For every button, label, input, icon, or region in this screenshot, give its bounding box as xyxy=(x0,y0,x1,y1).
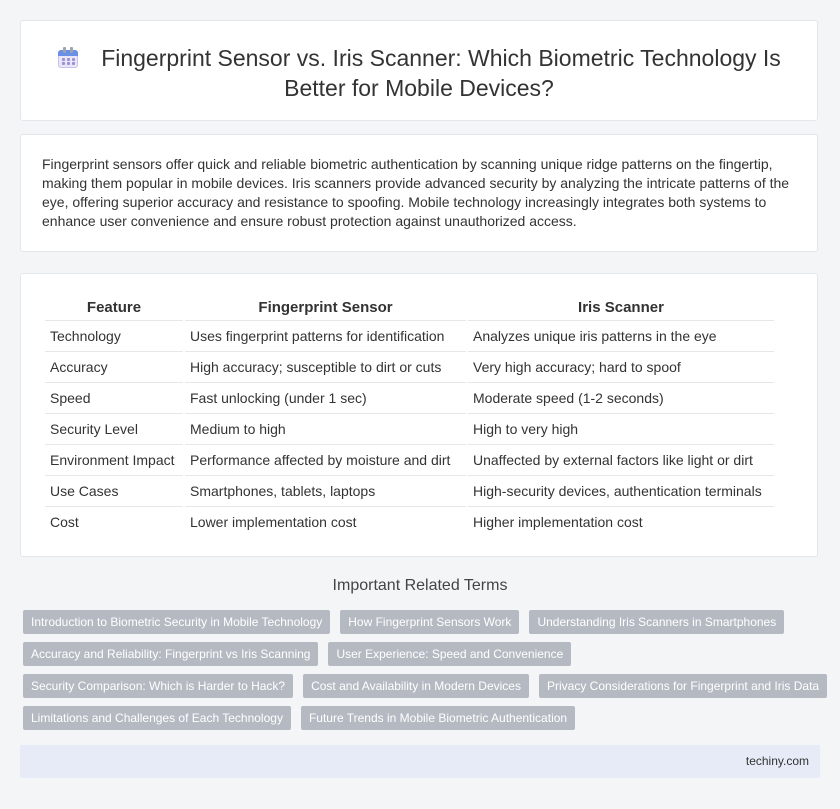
table-cell: Very high accuracy; hard to spoof xyxy=(468,351,774,382)
related-term-tag[interactable]: How Fingerprint Sensors Work xyxy=(340,610,519,634)
table-row xyxy=(45,351,774,382)
related-term-tag[interactable]: Introduction to Biometric Security in Mobile Technology xyxy=(23,610,330,634)
intro-paragraph: Fingerprint sensors offer quick and reliable biometric authentication by scanning unique ridge patterns on the fingertip, making them popular in mobile devices. Iris scanners provide advanced security by analyzing the intricate patterns of the eye, offering superior accuracy and resistance to spoofing. Mobile technology increasingly integrates both systems to enhance user convenience and ensure robust protection against unauthorized access. xyxy=(42,156,790,229)
related-term-tag[interactable]: Cost and Availability in Modern Devices xyxy=(303,674,529,698)
table-row xyxy=(45,506,774,537)
table-header-iris: Iris Scanner xyxy=(578,299,664,316)
related-term-tag[interactable]: Security Comparison: Which is Harder to Hack? xyxy=(23,674,293,698)
comparison-card xyxy=(20,273,818,557)
table-row xyxy=(45,413,774,444)
related-term-tag[interactable]: Future Trends in Mobile Biometric Authentication xyxy=(301,706,575,730)
table-cell: Performance affected by moisture and dirt xyxy=(185,444,466,475)
table-cell: Environment Impact xyxy=(45,444,183,475)
table-cell: Speed xyxy=(45,382,183,413)
table-cell: High to very high xyxy=(468,413,774,444)
intro-card xyxy=(20,134,818,252)
table-row xyxy=(45,382,774,413)
table-header-row xyxy=(45,298,774,320)
calendar-icon xyxy=(57,47,79,69)
tag-row xyxy=(23,642,823,666)
table-row xyxy=(45,475,774,506)
table-cell: Fast unlocking (under 1 sec) xyxy=(185,382,466,413)
table-header-fingerprint: Fingerprint Sensor xyxy=(258,299,393,316)
table-cell: Moderate speed (1-2 seconds) xyxy=(468,382,774,413)
table-cell: Unaffected by external factors like light or dirt xyxy=(468,444,774,475)
page-title-container xyxy=(21,43,817,103)
tag-row xyxy=(23,610,823,634)
related-term-tag[interactable]: User Experience: Speed and Convenience xyxy=(328,642,571,666)
table-cell: Analyzes unique iris patterns in the eye xyxy=(468,320,774,351)
table-cell: Higher implementation cost xyxy=(468,506,774,537)
table-cell: Accuracy xyxy=(45,351,183,382)
related-terms-title: Important Related Terms xyxy=(332,577,508,594)
table-row xyxy=(45,320,774,351)
table-row xyxy=(45,444,774,475)
table-header-feature: Feature xyxy=(86,299,142,316)
page-title: Fingerprint Sensor vs. Iris Scanner: Which Biometric Technology Is Better for Mobile Devices? xyxy=(101,45,781,101)
tag-row xyxy=(23,706,823,730)
related-term-tag[interactable]: Understanding Iris Scanners in Smartphones xyxy=(529,610,784,634)
comparison-table xyxy=(43,298,776,537)
table-cell: High accuracy; susceptible to dirt or cuts xyxy=(185,351,466,382)
footer xyxy=(20,745,820,778)
table-cell: Use Cases xyxy=(45,475,183,506)
table-cell: High-security devices, authentication terminals xyxy=(468,475,774,506)
footer-site-link[interactable]: techiny.com xyxy=(745,754,809,768)
table-cell: Security Level xyxy=(45,413,183,444)
tag-row xyxy=(23,674,823,698)
related-term-tag[interactable]: Accuracy and Reliability: Fingerprint vs Iris Scanning xyxy=(23,642,318,666)
table-cell: Smartphones, tablets, laptops xyxy=(185,475,466,506)
table-cell: Cost xyxy=(45,506,183,537)
table-cell: Uses fingerprint patterns for identification xyxy=(185,320,466,351)
related-terms-list xyxy=(23,610,823,738)
table-cell: Medium to high xyxy=(185,413,466,444)
title-card xyxy=(20,20,818,121)
related-term-tag[interactable]: Privacy Considerations for Fingerprint and Iris Data xyxy=(539,674,827,698)
table-cell: Technology xyxy=(45,320,183,351)
table-cell: Lower implementation cost xyxy=(185,506,466,537)
related-term-tag[interactable]: Limitations and Challenges of Each Technology xyxy=(23,706,291,730)
